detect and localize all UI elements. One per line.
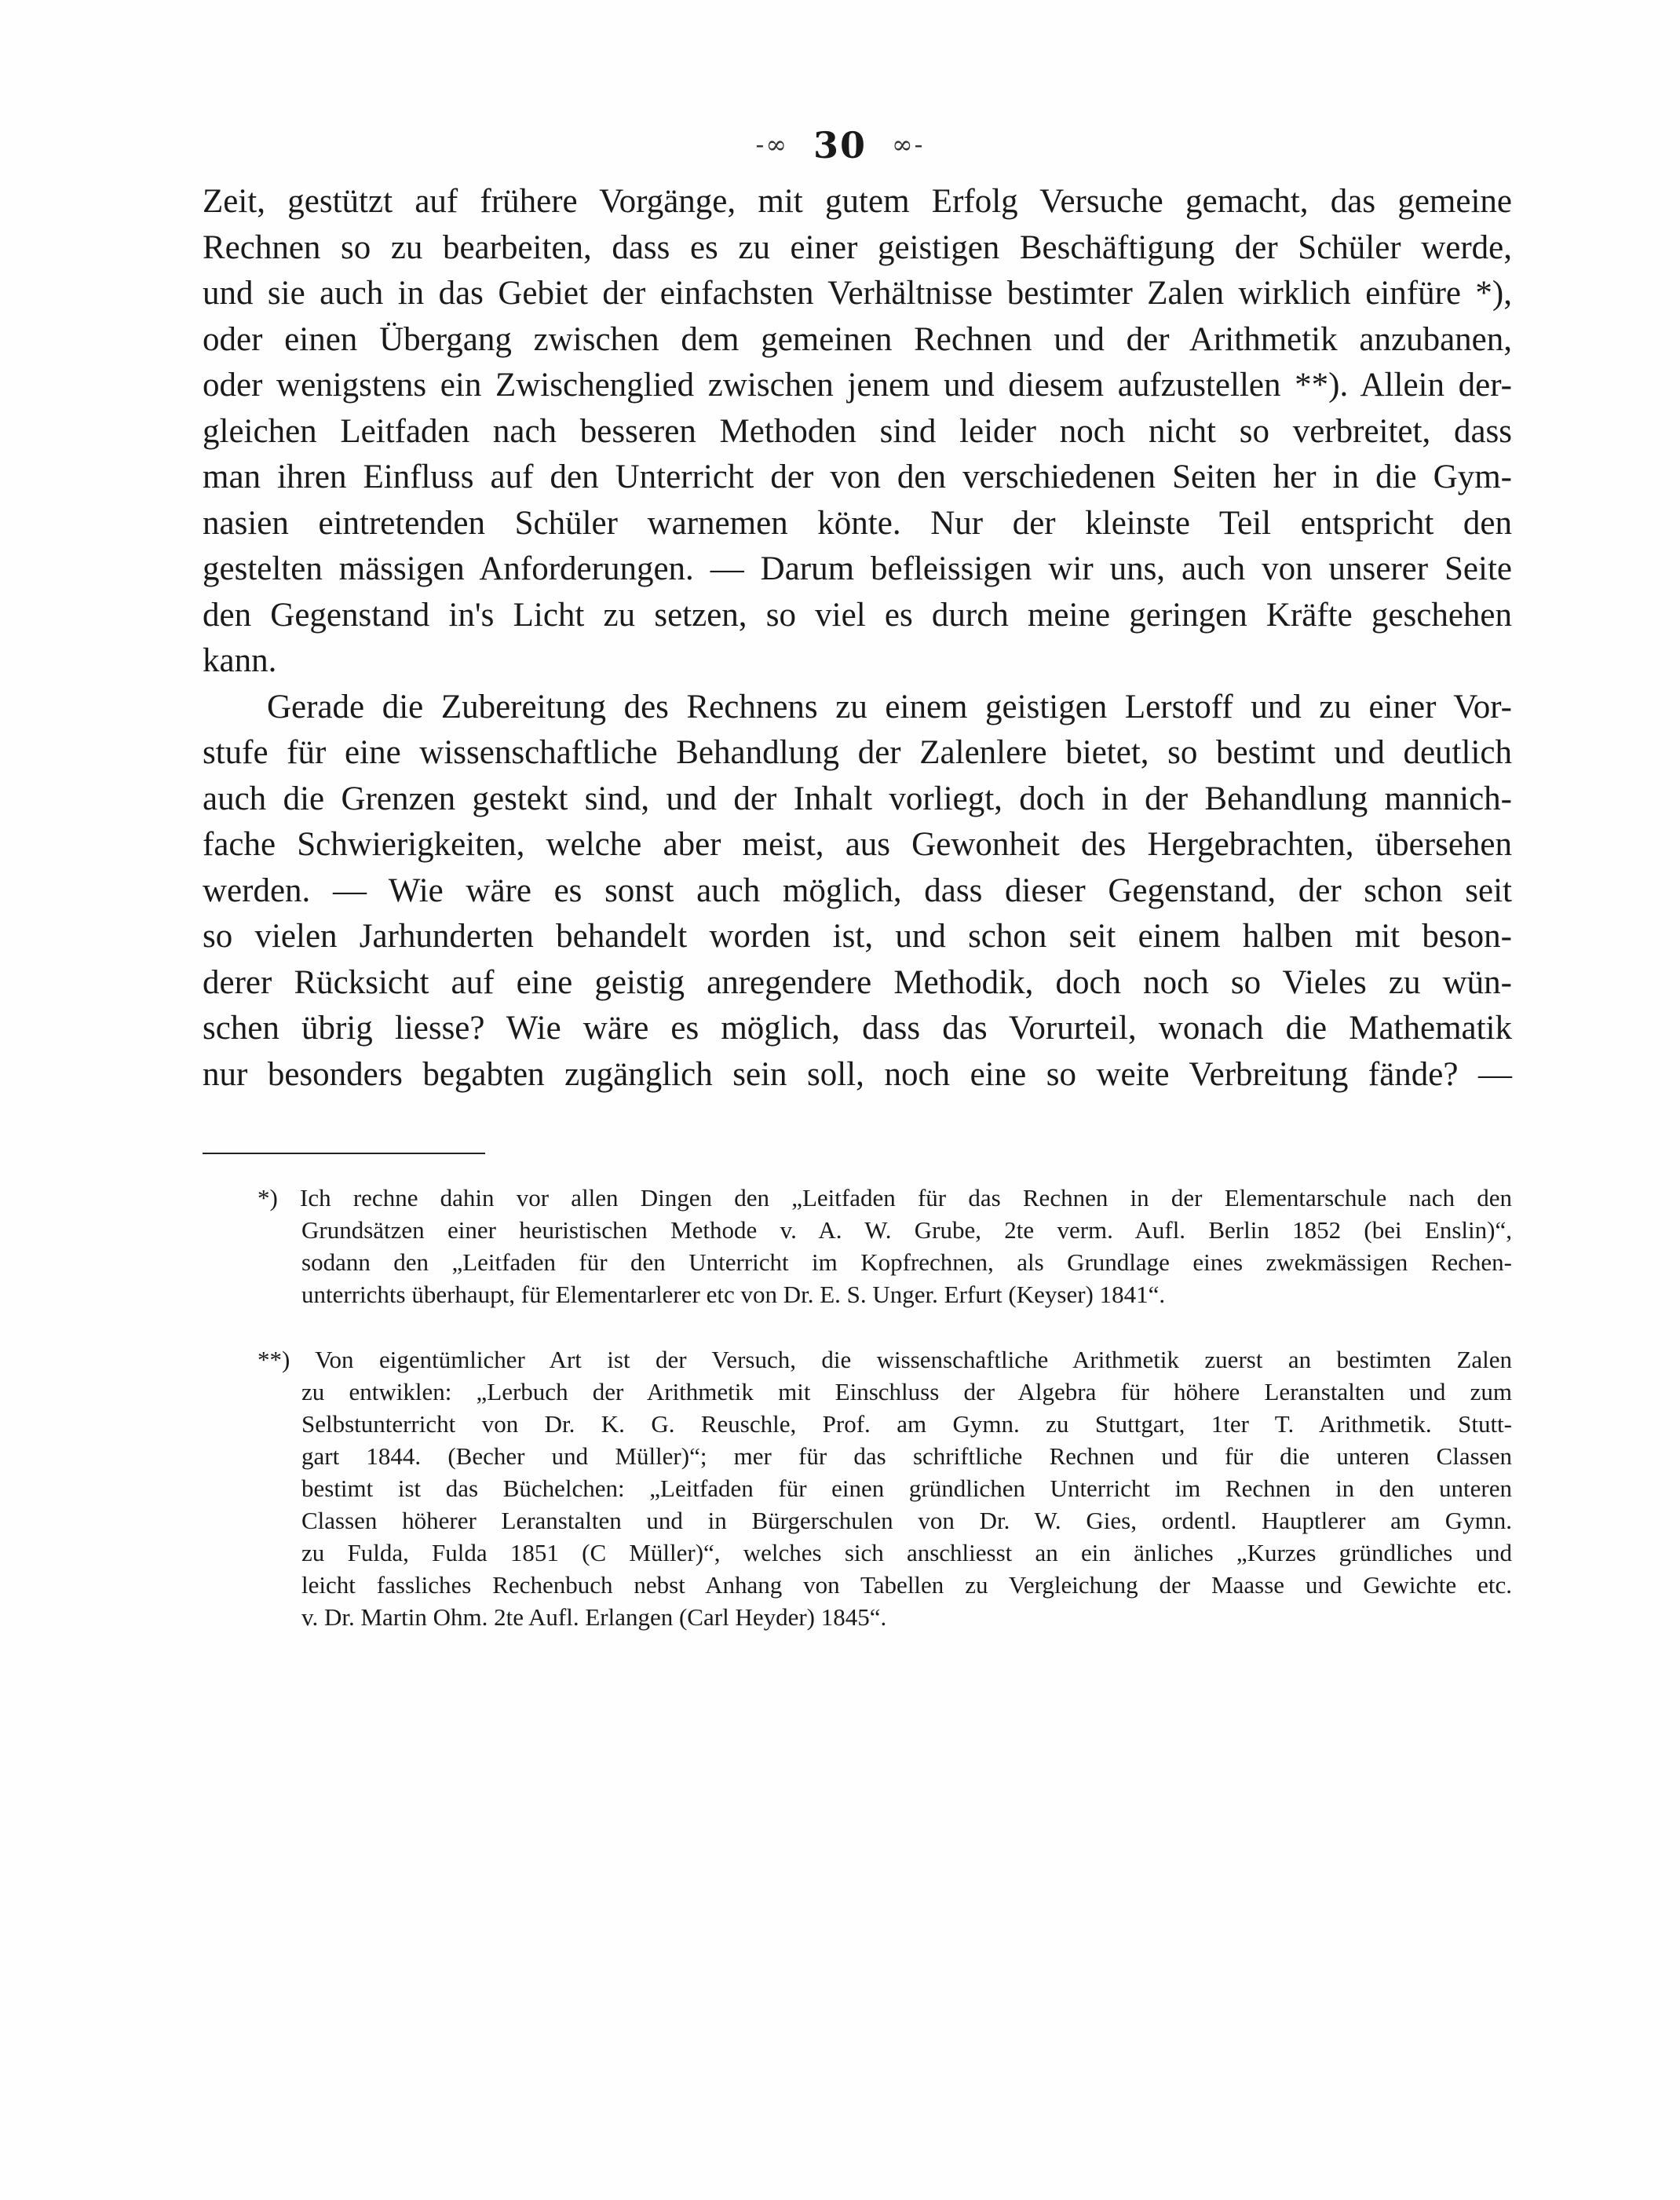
main-text xyxy=(203,179,1512,1098)
footnote-line: gart 1844. (Becher und Müller)“; mer für das schriftliche Rechnen und für die unteren Classen xyxy=(301,1442,1512,1470)
ornament-left-icon: -∞ xyxy=(755,130,788,159)
text-line: stufe für eine wissenschaftliche Behandlung der Zalenlere bietet, so bestimt und deutlich xyxy=(203,734,1512,771)
text-line: schen übrig liesse? Wie wäre es möglich, dass das Vorurteil, wonach die Mathematik xyxy=(203,1010,1512,1047)
text-line: Rechnen so zu bearbeiten, dass es zu einer geistigen Beschäftigung der Schüler werde, xyxy=(203,228,1512,266)
footnote-line: sodann den „Leitfaden für den Unterricht im Kopfrechnen, als Grundlage eines zwekmässigen Rechen- xyxy=(301,1248,1512,1276)
text-line: Zeit, gestützt auf frühere Vorgänge, mit gutem Erfolg Versuche gemacht, das gemeine xyxy=(203,183,1512,220)
text-line: Gerade die Zubereitung des Rechnens zu einem geistigen Lerstoff und zu einer Vor- xyxy=(267,688,1512,725)
footnote-line: bestimt ist das Büchelchen: „Leitfaden für einen gründlichen Unterricht im Rechnen in den unteren xyxy=(301,1475,1512,1502)
text-line: den Gegenstand in's Licht zu setzen, so viel es durch meine geringen Kräfte geschehen xyxy=(203,596,1512,634)
footnotes xyxy=(203,1182,1512,1633)
footnote-1 xyxy=(203,1182,1512,1310)
footnote-divider xyxy=(203,1153,485,1154)
text-line: und sie auch in das Gebiet der einfachsten Verhältnisse bestimter Zalen wirklich einfüre *), xyxy=(203,275,1512,312)
text-line: kann. xyxy=(203,642,277,679)
footnote-line: unterrichts überhaupt, für Elementarlerer etc von Dr. E. S. Unger. Erfurt (Keyser) 1841“. xyxy=(301,1281,1166,1308)
text-line: man ihren Einfluss auf den Unterricht der von den verschiedenen Seiten her in die Gym- xyxy=(203,459,1512,495)
footnote-line: *) Ich rechne dahin vor allen Dingen den „Leitfaden für das Rechnen in der Elementarschule nach den xyxy=(257,1184,1512,1211)
text-line: so vielen Jarhunderten behandelt worden ist, und schon seit einem halben mit beson- xyxy=(203,918,1512,955)
footnote-line: Classen höherer Leranstalten und in Bürgerschulen von Dr. W. Gies, ordentl. Hauptlerer am Gymn. xyxy=(301,1507,1512,1534)
text-line: gleichen Leitfaden nach besseren Methoden sind leider noch nicht so verbreitet, dass xyxy=(203,412,1512,450)
page-header xyxy=(0,124,1680,166)
text-line: auch die Grenzen gestekt sind, und der Inhalt vorliegt, doch in der Behandlung mannich- xyxy=(203,780,1512,817)
footnote-line: zu Fulda, Fulda 1851 (C Müller)“, welches sich anschliesst an ein änliches „Kurzes gründliches und xyxy=(301,1539,1512,1566)
text-line: derer Rücksicht auf eine geistig anregendere Methodik, doch noch so Vieles zu wün- xyxy=(203,963,1512,1001)
footnote-line: **) Von eigentümlicher Art ist der Versuch, die wissenschaftliche Arithmetik zuerst an bestimten Zalen xyxy=(257,1346,1512,1373)
footnote-line: zu entwiklen: „Lerbuch der Arithmetik mit Einschluss der Algebra für höhere Leranstalten und zum xyxy=(301,1378,1512,1405)
text-line: oder wenigstens ein Zwischenglied zwischen jenem und diesem aufzustellen **). Allein der- xyxy=(203,367,1512,404)
footnote-line: Grundsätzen einer heuristischen Methode v. A. W. Grube, 2te verm. Aufl. Berlin 1852 (bei Enslin)“, xyxy=(301,1216,1512,1244)
text-line: fache Schwierigkeiten, welche aber meist, aus Gewonheit des Hergebrachten, übersehen xyxy=(203,826,1512,863)
text-line: oder einen Übergang zwischen dem gemeinen Rechnen und der Arithmetik anzubanen, xyxy=(203,320,1512,358)
footnote-line: leicht fassliches Rechenbuch nebst Anhang von Tabellen zu Vergleichung der Maasse und Gewichte etc. xyxy=(301,1571,1512,1599)
text-line: gestelten mässigen Anforderungen. — Darum befleissigen wir uns, auch von unserer Seite xyxy=(203,550,1512,587)
text-line: nasien eintretenden Schüler warnemen könte. Nur der kleinste Teil entspricht den xyxy=(203,504,1512,542)
page-number: 30 xyxy=(813,124,867,166)
footnote-line: Selbstunterricht von Dr. K. G. Reuschle, Prof. am Gymn. zu Stuttgart, 1ter T. Arithmetik. Stutt- xyxy=(301,1410,1512,1438)
text-line: nur besonders begabten zugänglich sein soll, noch eine so weite Verbreitung fände? — xyxy=(203,1055,1512,1093)
footnote-line: v. Dr. Martin Ohm. 2te Aufl. Erlangen (Carl Heyder) 1845“. xyxy=(301,1603,887,1631)
footnote-2 xyxy=(203,1343,1512,1633)
ornament-right-icon: ∞- xyxy=(892,130,925,159)
text-line: werden. — Wie wäre es sonst auch möglich, dass dieser Gegenstand, der schon seit xyxy=(203,872,1512,909)
